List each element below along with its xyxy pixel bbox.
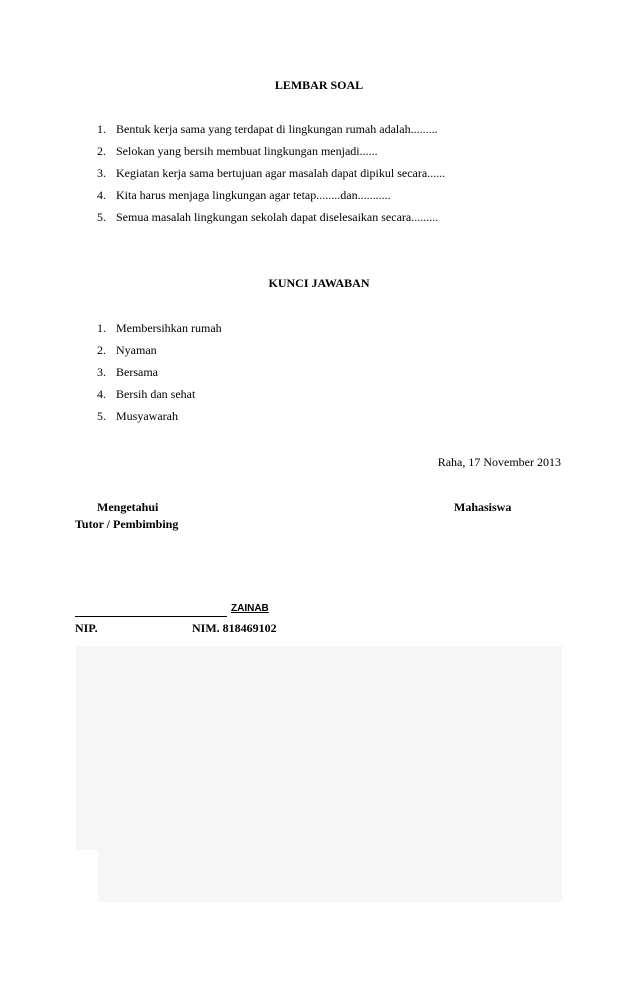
blank-area-lower <box>98 850 562 902</box>
kunci-title: KUNCI JAWABAN <box>268 276 370 290</box>
question-item: 2. Selokan yang bersih membuat lingkungan menjadi...... <box>97 144 378 158</box>
answer-item: 5. Musyawarah <box>97 409 178 423</box>
question-list <box>97 118 445 228</box>
question-item: 3. Kegiatan kerja sama bertujuan agar masalah dapat dipikul secara...... <box>97 166 446 180</box>
answer-item: 2. Nyaman <box>97 343 157 357</box>
question-item: 4. Kita harus menjaga lingkungan agar tetap........dan........... <box>97 188 391 202</box>
question-item: 1. Bentuk kerja sama yang terdapat di lingkungan rumah adalah......... <box>97 122 438 136</box>
nip-label: NIP. <box>75 621 98 635</box>
tutor-label: Tutor / Pembimbing <box>75 517 179 531</box>
mahasiswa-label: Mahasiswa <box>454 500 512 514</box>
question-item: 5. Semua masalah lingkungan sekolah dapat diselesaikan secara......... <box>97 210 439 224</box>
soal-title: LEMBAR SOAL <box>274 78 364 92</box>
place-date: Raha, 17 November 2013 <box>437 455 561 469</box>
answer-item: 3. Bersama <box>97 365 158 379</box>
answer-item: 4. Bersih dan sehat <box>97 387 196 401</box>
student-name: ZAINAB <box>231 603 269 614</box>
signature-line <box>75 616 227 617</box>
answer-list <box>97 317 222 427</box>
answer-item: 1. Membersihkan rumah <box>97 321 222 335</box>
nim-label: NIM. 818469102 <box>192 621 277 635</box>
mengetahui-label: Mengetahui <box>97 500 159 514</box>
blank-area <box>76 646 562 850</box>
